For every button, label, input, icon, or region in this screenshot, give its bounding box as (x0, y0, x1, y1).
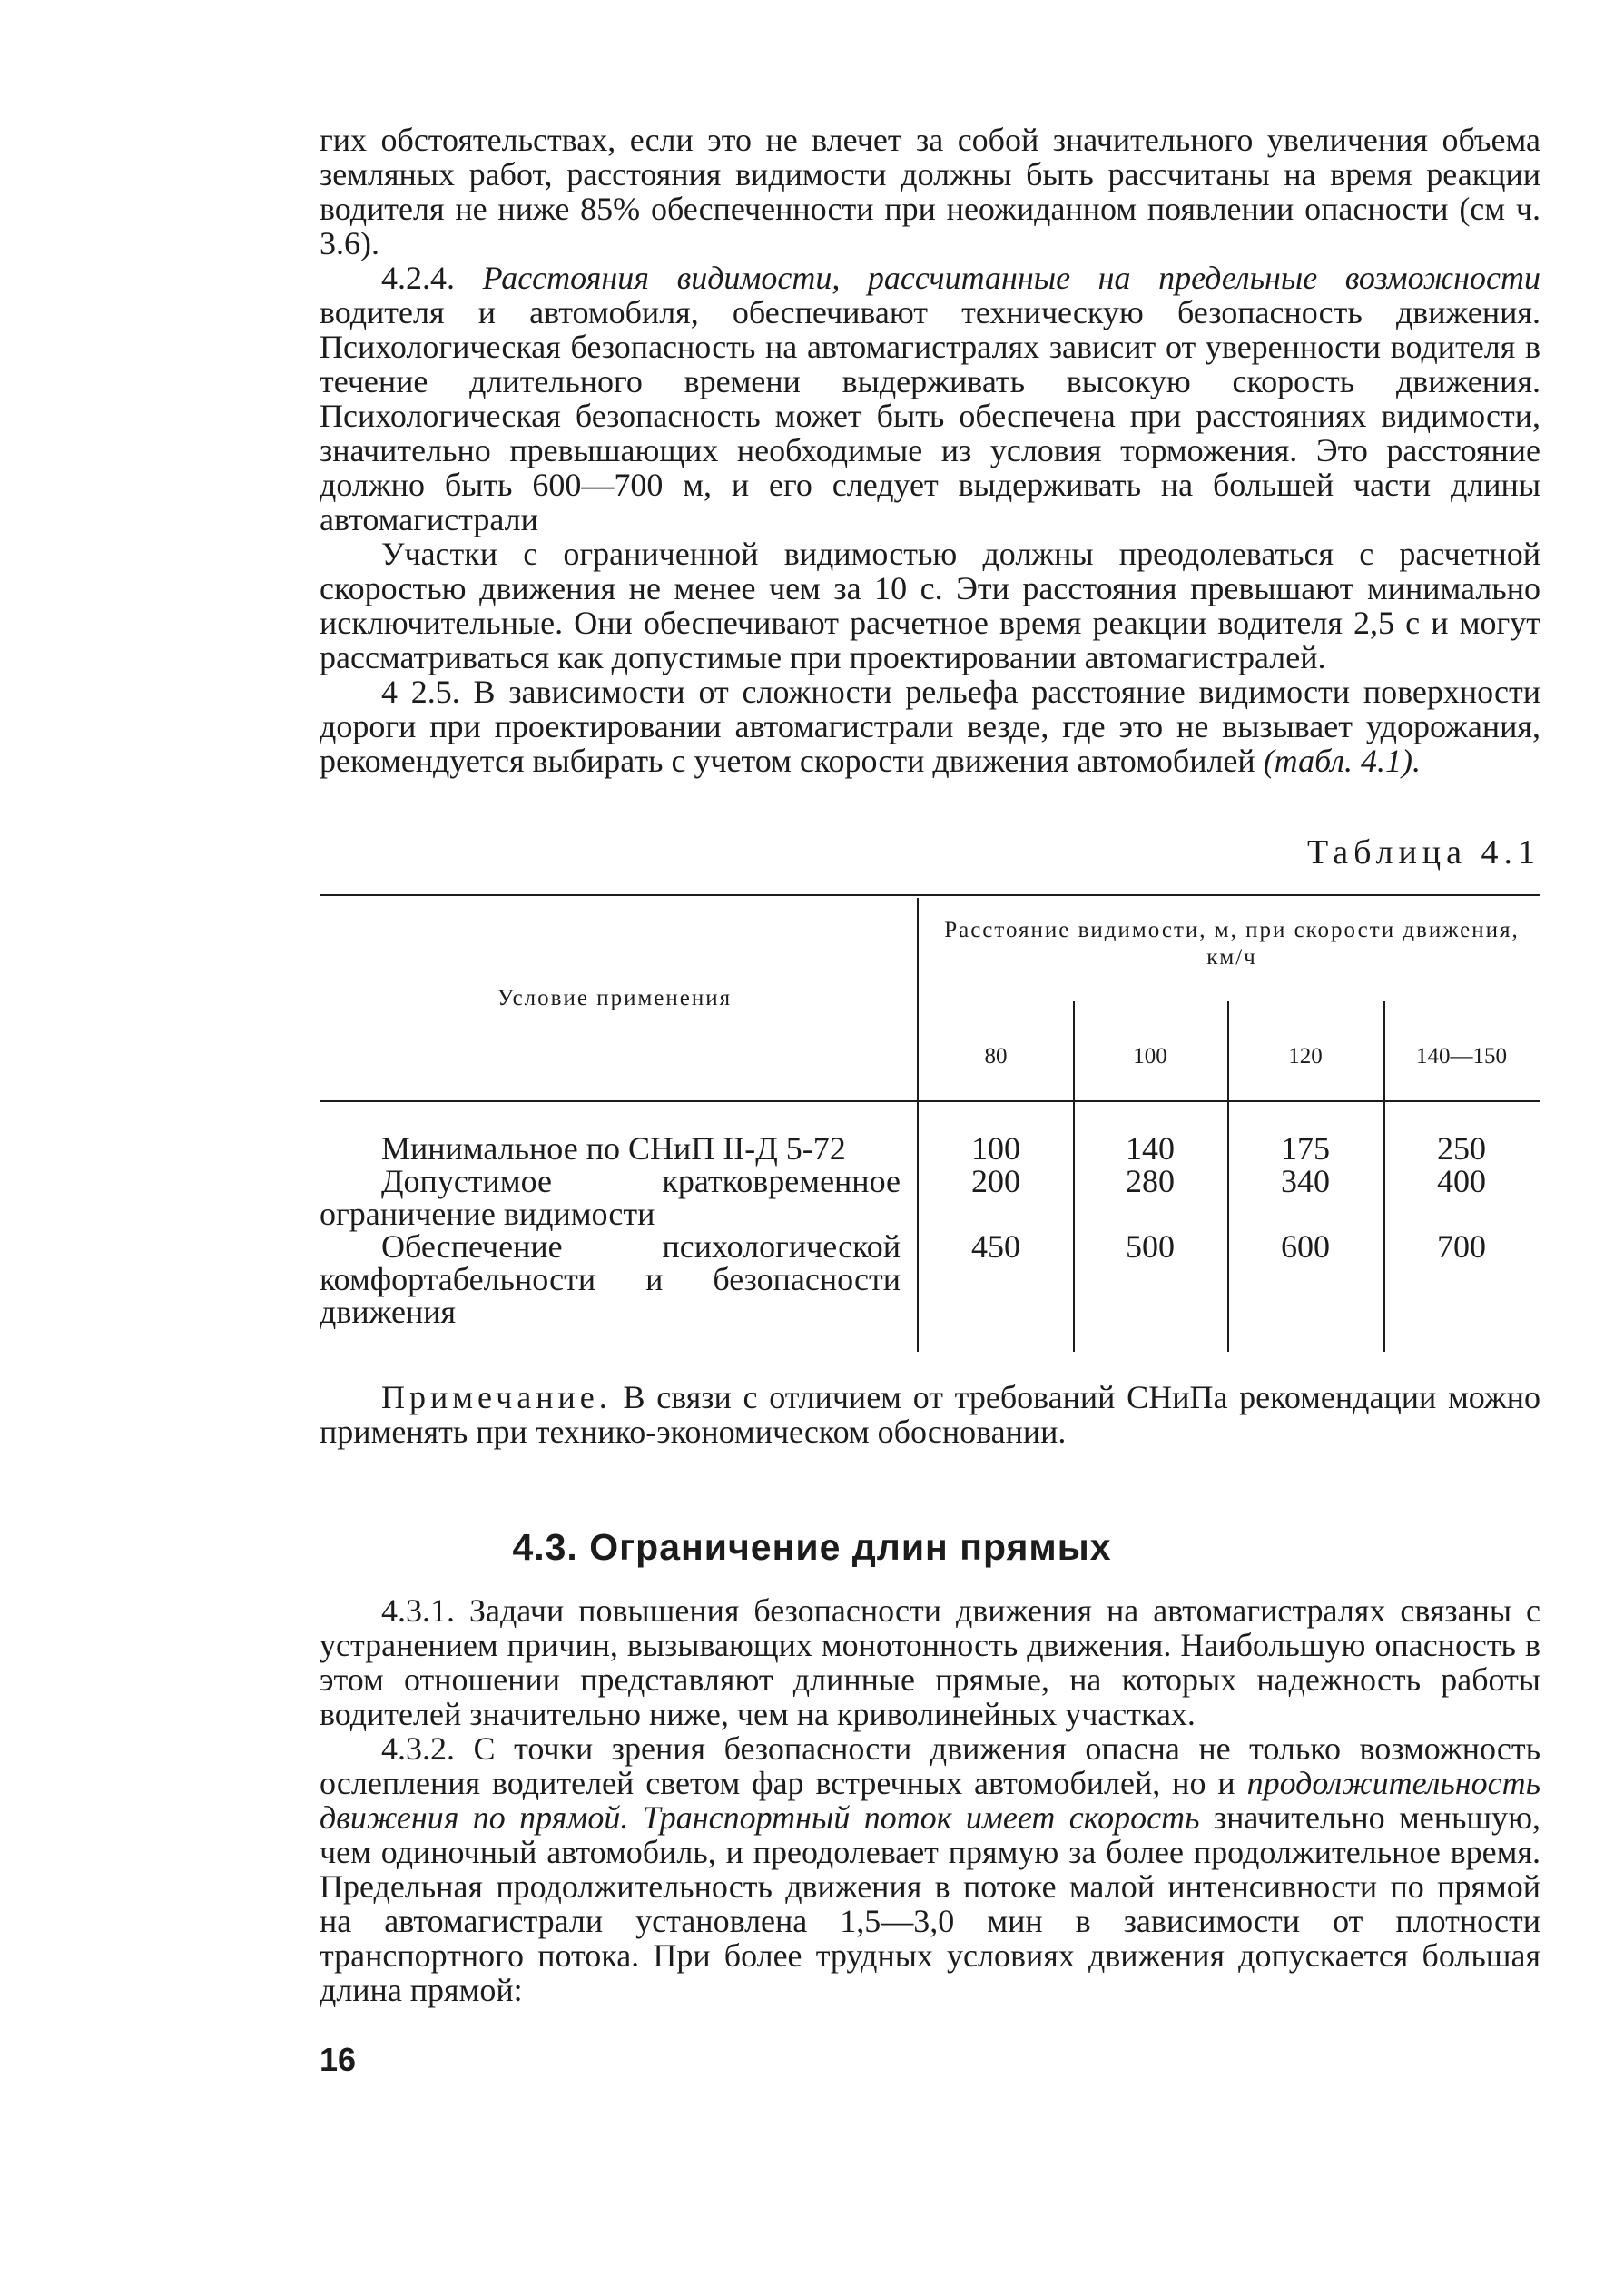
text-block-top (320, 123, 1540, 778)
text-block-bottom (320, 1593, 1540, 2007)
row-2-value-80: 200 (971, 1163, 1020, 1199)
table-top-rule (320, 894, 1540, 896)
paragraph-4-2-5-text: 4 2.5. В зависимости от сложности рельефа расстояние видимости поверхности дороги при проектировании автомагистрали везде, где это не вызывает удорожания, рекомендуется выбирать с учетом скорости движения автомобилей (320, 674, 1540, 779)
header-condition: Условие применения (497, 986, 733, 1010)
row-1-value-140-150: 250 (1437, 1130, 1486, 1167)
page-number: 16 (320, 2041, 357, 2078)
paragraph-4-3-2-italic: продолжительность движения по прямой. Транспортный поток имеет скорость (320, 1765, 1541, 1836)
note-text: В связи с отличием от требований СНиПа рекомендации можно применять при технико-экономическом обосновании. (320, 1379, 1541, 1450)
paragraph-4-3-2 (320, 1731, 1540, 2007)
table-header-rule (320, 1100, 1540, 1102)
table-caption: Таблица 4.1 (1306, 833, 1540, 872)
table-row-condition (320, 1230, 901, 1328)
table-col-divider-2 (1073, 1001, 1075, 1352)
row-2-value-120: 340 (1281, 1163, 1330, 1199)
speed-header-140-150: 140—150 (1416, 1044, 1507, 1069)
row-3-value-140-150: 700 (1437, 1228, 1486, 1265)
row-3-value-120: 600 (1281, 1228, 1330, 1265)
paragraph-4-3-1: 4.3.1. Задачи повышения безопасности движения на автомагистралях связаны с устранением причин, вызывающих монотонность движения. Наибольшую опасность в этом отношении представляют длинные прямые, на которых надежность работы водителей значительно ниже, чем на криволинейных участках. (320, 1592, 1540, 1732)
row-2-condition: Допустимое кратковременное ограничение видимости (320, 1163, 901, 1232)
row-1-value-80: 100 (971, 1130, 1020, 1167)
speed-header-100: 100 (1133, 1044, 1167, 1069)
note-paragraph (320, 1380, 1540, 1449)
row-3-value-100: 500 (1126, 1228, 1175, 1265)
section-title: 4.3. Ограничение длин прямых (512, 1526, 1112, 1568)
speed-header-120: 120 (1288, 1044, 1323, 1069)
speed-header-80: 80 (984, 1044, 1008, 1069)
table-row-condition (320, 1165, 901, 1230)
table-note (320, 1380, 1540, 1449)
table-col-divider-4 (1383, 1001, 1385, 1352)
table-row-condition (320, 1132, 901, 1165)
visibility-table (320, 894, 1540, 1353)
paragraph-4-3-2-rest: значительно меньшую, чем одиночный автомобиль, и преодолевает прямую за более продолжительное время. Предельная продолжительность движения в потоке малой интенсивности по прямой на автомагистрали установлена 1,5—3,0 мин в зависимости от плотности транспортного потока. При более трудных условиях движения допускается большая длина прямой: (320, 1799, 1541, 2008)
paragraph-4-2-4-rest: водителя и автомобиля, обеспечивают техническую безопасность движения. Психологическая безопасность на автомагистралях зависит от уверенности водителя в течение длительного времени выдерживать высокую скорость движения. Психологическая безопасность может быть обеспечена при расстояниях видимости, значительно превышающих необходимые из условия торможения. Это расстояние должно быть 600—700 м, и его следует выдерживать на большей части длины автомагистрали (320, 294, 1540, 537)
row-3-value-80: 450 (971, 1228, 1020, 1265)
row-2-value-100: 280 (1126, 1163, 1175, 1199)
note-label: Примечание. (381, 1379, 612, 1415)
row-1-value-100: 140 (1126, 1130, 1175, 1167)
paragraph-limited-visibility: Участки с ограниченной видимостью должны преодолеваться с расчетной скоростью движения не менее чем за 10 с. Эти расстояния превышают минимально исключительные. Они обеспечивают расчетное время реакции водителя 2,5 с и могут рассматриваться как допустимые при проектировании автомагистралей. (320, 536, 1540, 675)
paragraph-continuation: гих обстоятельствах, если это не влечет за собой значительного увеличения объема земляных работ, расстояния видимости должны быть рассчитаны на время реакции водителя не ниже 85% обеспеченности при неожиданном появлении опасности (см ч. 3.6). (320, 122, 1540, 261)
row-3-condition: Обеспечение психологической комфортабельности и безопасности движения (320, 1228, 901, 1330)
paragraph-4-3-2-start: 4.3.2. С точки зрения безопасности движения опасна не только возможность ослепления водителей светом фар встречных автомобилей, но и (320, 1730, 1540, 1801)
row-2-value-140-150: 400 (1437, 1163, 1486, 1199)
header-visibility-group: Расстояние видимости, м, при скорости движения, км/ч (944, 918, 1520, 970)
table-col-divider-1 (917, 898, 919, 1352)
table-col-divider-3 (1227, 1001, 1229, 1352)
paragraph-4-2-5-italic: (табл. 4.1). (1263, 743, 1422, 779)
paragraph-4-2-4 (320, 261, 1540, 537)
row-1-value-120: 175 (1281, 1130, 1330, 1167)
paragraph-4-2-5 (320, 675, 1540, 778)
paragraph-4-2-4-italic: Расстояния видимости, рассчитанные на предельные возможности (482, 260, 1541, 296)
row-1-condition: Минимальное по СНиП II-Д 5-72 (381, 1130, 846, 1167)
paragraph-4-2-4-number: 4.2.4. (381, 260, 455, 296)
